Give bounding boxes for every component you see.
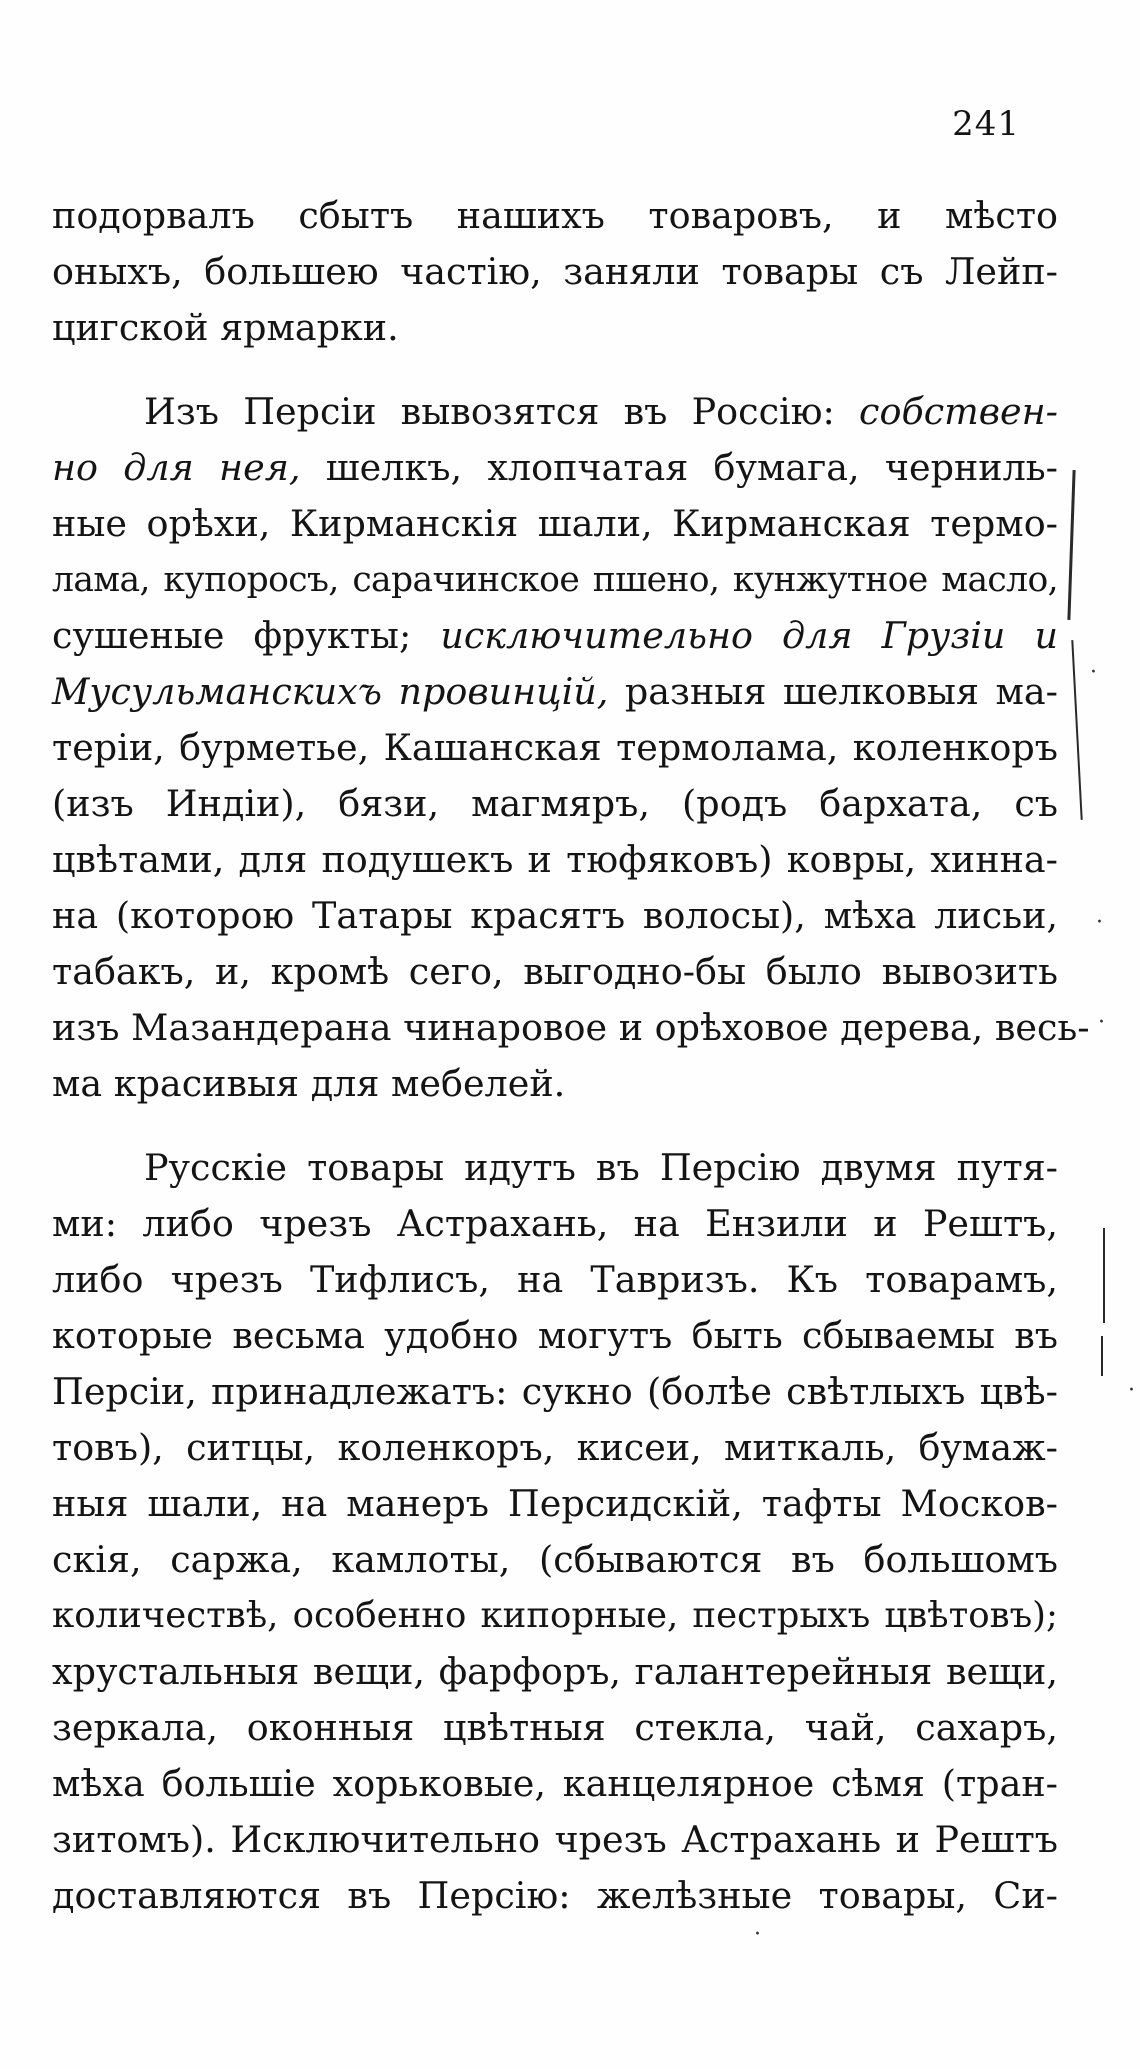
text-line xyxy=(52,442,1058,494)
text-line xyxy=(52,666,1058,718)
text-line: оныхъ, большею частію, заняли товары съ Лейп- xyxy=(52,250,1058,293)
margin-mark xyxy=(1101,1336,1103,1376)
page-number: 241 xyxy=(952,104,1020,144)
text-line: Русскіе товары идутъ въ Персію двумя путя- xyxy=(144,1146,1058,1189)
text-line: изъ Мазандерана чинаровое и орѣховое дерева, весь- xyxy=(52,1006,1090,1049)
text-line: (изъ Индіи), бязи, магмяръ, (родъ бархата, съ xyxy=(52,782,1058,825)
text-line: зеркала, оконныя цвѣтныя стекла, чай, сахаръ, xyxy=(52,1706,1058,1749)
text-line: скія, саржа, камлоты, (сбываются въ большомъ xyxy=(52,1538,1058,1581)
text-line: ма красивыя для мебелей. xyxy=(52,1062,566,1105)
ink-speck: · xyxy=(1128,1378,1135,1403)
text-line: ми: либо чрезъ Астрахань, на Ензили и Рештъ, xyxy=(52,1202,1058,1245)
text-line: на (которою Татары красятъ волосы), мѣха лисьи, xyxy=(52,894,1058,937)
text-line xyxy=(52,610,1058,662)
text-line: товъ), ситцы, коленкоръ, кисеи, миткаль, бумаж- xyxy=(52,1426,1058,1469)
text-line: подорвалъ сбытъ нашихъ товаровъ, и мѣсто xyxy=(52,194,1058,237)
margin-mark xyxy=(1067,470,1075,620)
text-span: разныя шелковыя ма- xyxy=(624,670,1058,713)
text-line: Персіи, принадлежатъ: сукно (болѣе свѣтлыхъ цвѣ- xyxy=(52,1370,1058,1413)
text-line: которые весьма удобно могутъ быть сбываемы въ xyxy=(52,1314,1058,1357)
ink-speck: · xyxy=(1090,660,1097,685)
text-span: Изъ Персіи вывозятся въ Россію: xyxy=(144,390,835,433)
margin-mark xyxy=(1103,1228,1105,1323)
text-line: количествѣ, особенно кипорные, пестрыхъ цвѣтовъ); xyxy=(52,1595,1058,1636)
italic-span: Мусульманскихъ провинцій, xyxy=(52,670,609,713)
text-line: табакъ, и, кромѣ сего, выгодно-бы было вывозить xyxy=(52,950,1058,993)
text-line: цигской ярмарки. xyxy=(52,306,399,349)
text-span: шелкъ, хлопчатая бумага, черниль- xyxy=(325,446,1058,489)
italic-span: но для нея, xyxy=(52,446,301,489)
italic-span: исключительно для Грузіи и xyxy=(440,614,1058,657)
ink-speck: · xyxy=(1096,910,1103,935)
text-span: сушеные фрукты; xyxy=(52,614,412,657)
ink-speck: · xyxy=(754,1922,761,1947)
margin-mark xyxy=(1071,640,1082,820)
text-line: зитомъ). Исключительно чрезъ Астрахань и Рештъ xyxy=(52,1818,1058,1861)
text-line: мѣха большіе хорьковые, канцелярное сѣмя (тран- xyxy=(52,1762,1058,1805)
text-line: доставляются въ Персію: желѣзные товары, Си- xyxy=(52,1874,1058,1917)
text-line: ныя шали, на манеръ Персидскій, тафты Москов- xyxy=(52,1482,1058,1525)
text-line: лама, купоросъ, сарачинское пшено, кунжутное масло, xyxy=(52,560,1058,600)
text-line: ные орѣхи, Кирманскія шали, Кирманская термо- xyxy=(52,502,1058,545)
text-line: хрустальныя вещи, фарфоръ, галантерейныя вещи, xyxy=(52,1650,1058,1693)
text-line: либо чрезъ Тифлисъ, на Тавризъ. Къ товарамъ, xyxy=(52,1258,1058,1301)
text-line: цвѣтами, для подушекъ и тюфяковъ) ковры, хинна- xyxy=(52,838,1058,881)
italic-span: собствен- xyxy=(859,390,1058,433)
ink-speck: · xyxy=(1098,1010,1105,1035)
text-line: теріи, бурметье, Кашанская термолама, коленкоръ xyxy=(52,726,1058,769)
text-line xyxy=(144,386,1058,438)
